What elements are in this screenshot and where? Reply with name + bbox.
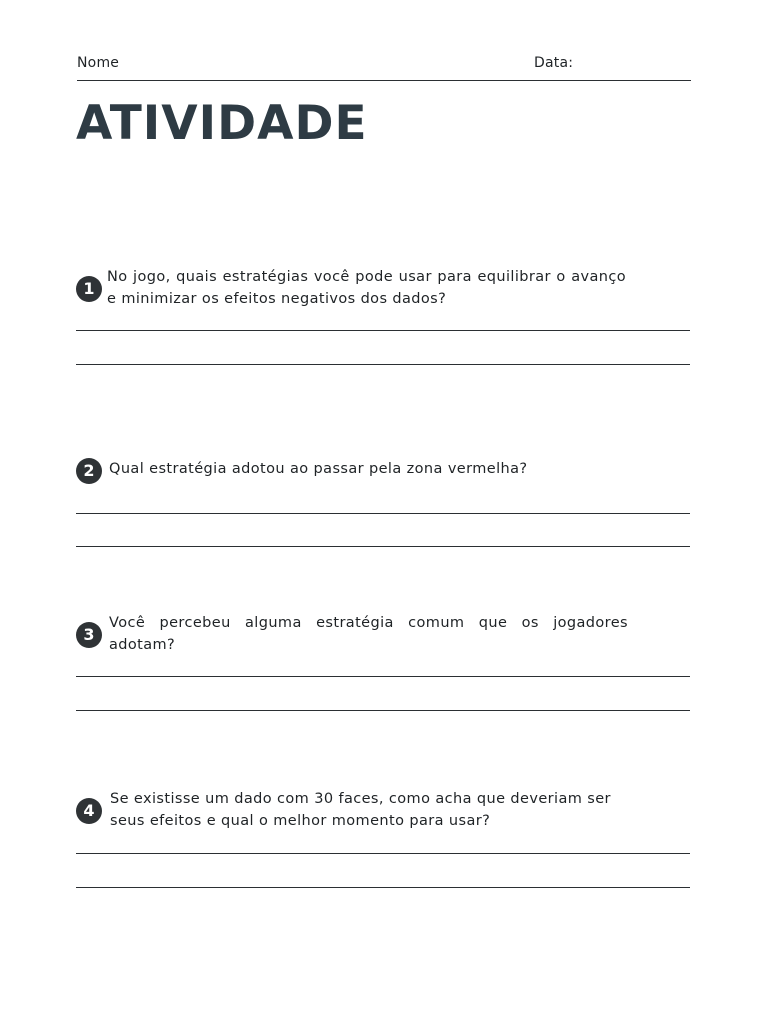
answer-line[interactable] bbox=[76, 364, 690, 365]
question-1 bbox=[76, 265, 691, 375]
page-title: ATIVIDADE bbox=[76, 96, 368, 151]
question-number-badge: 1 bbox=[76, 276, 102, 302]
answer-line[interactable] bbox=[76, 710, 690, 711]
question-3 bbox=[76, 611, 691, 721]
name-label: Nome bbox=[77, 55, 120, 71]
question-number-badge: 4 bbox=[76, 798, 102, 824]
question-text: No jogo, quais estratégias você pode usar para equilibrar o avanço e minimizar os efeitos negativos dos dados? bbox=[107, 269, 626, 307]
header bbox=[77, 54, 691, 81]
question-number-badge: 3 bbox=[76, 622, 102, 648]
date-label: Data: bbox=[534, 55, 574, 71]
answer-line[interactable] bbox=[76, 513, 690, 514]
question-4 bbox=[76, 787, 691, 897]
question-number-badge: 2 bbox=[76, 458, 102, 484]
answer-line[interactable] bbox=[76, 330, 690, 331]
question-text: Qual estratégia adotou ao passar pela zona vermelha? bbox=[109, 461, 528, 477]
question-text: Se existisse um dado com 30 faces, como acha que deveriam ser seus efeitos e qual o melhor momento para usar? bbox=[110, 791, 611, 829]
answer-line[interactable] bbox=[76, 676, 690, 677]
answer-line[interactable] bbox=[76, 546, 690, 547]
question-text: Você percebeu alguma estratégia comum que os jogadores adotam? bbox=[109, 615, 628, 653]
question-2 bbox=[76, 458, 691, 558]
answer-line[interactable] bbox=[76, 887, 690, 888]
answer-line[interactable] bbox=[76, 853, 690, 854]
